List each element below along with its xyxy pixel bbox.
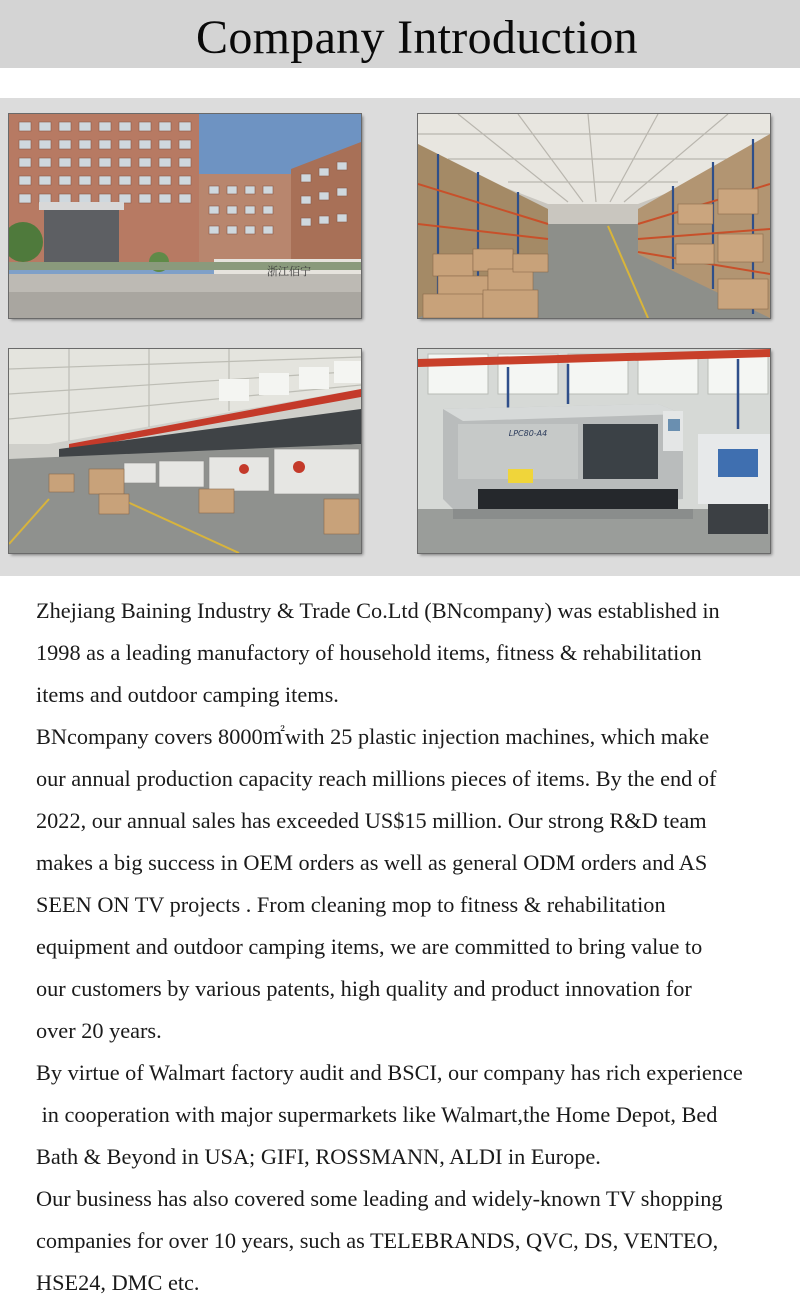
intro-line: By virtue of Walmart factory audit and BSCI, our company has rich experience bbox=[36, 1060, 743, 1085]
intro-line: Our business has also covered some leading and widely-known TV shopping bbox=[36, 1186, 723, 1211]
page-title: Company Introduction bbox=[196, 11, 638, 64]
intro-line: makes a big success in OEM orders as well as general ODM orders and AS bbox=[36, 850, 708, 875]
intro-line: BNcompany covers 8000㎡with 25 plastic injection machines, which make bbox=[36, 724, 710, 749]
intro-line: in cooperation with major supermarkets like Walmart,the Home Depot, Bed bbox=[36, 1102, 718, 1127]
intro-line: items and outdoor camping items. bbox=[36, 682, 339, 707]
machine-label: LPC80-A4 bbox=[508, 429, 548, 438]
intro-line: SEEN ON TV projects . From cleaning mop to fitness & rehabilitation bbox=[36, 892, 666, 917]
intro-line: companies for over 10 years, such as TELEBRANDS, QVC, DS, VENTEO, bbox=[36, 1228, 719, 1253]
building-sign: 浙江佰宁 bbox=[267, 265, 311, 278]
intro-line: equipment and outdoor camping items, we are committed to bring value to bbox=[36, 934, 703, 959]
injection-workshop-photo bbox=[9, 349, 361, 553]
intro-line: over 20 years. bbox=[36, 1018, 162, 1043]
laser-machine-photo bbox=[418, 349, 770, 553]
warehouse-photo bbox=[418, 114, 770, 318]
intro-line: our customers by various patents, high quality and product innovation for bbox=[36, 976, 692, 1001]
intro-line: Bath & Beyond in USA; GIFI, ROSSMANN, ALDI in Europe. bbox=[36, 1144, 601, 1169]
company-description bbox=[36, 590, 800, 1304]
intro-line: 1998 as a leading manufactory of household items, fitness & rehabilitation bbox=[36, 640, 702, 665]
intro-line: 2022, our annual sales has exceeded US$15 million. Our strong R&D team bbox=[36, 808, 707, 833]
intro-line: our annual production capacity reach millions pieces of items. By the end of bbox=[36, 766, 717, 791]
office-building-photo bbox=[9, 114, 361, 318]
intro-line: Zhejiang Baining Industry & Trade Co.Ltd (BNcompany) was established in bbox=[36, 598, 720, 623]
intro-line: HSE24, DMC etc. bbox=[36, 1270, 200, 1295]
